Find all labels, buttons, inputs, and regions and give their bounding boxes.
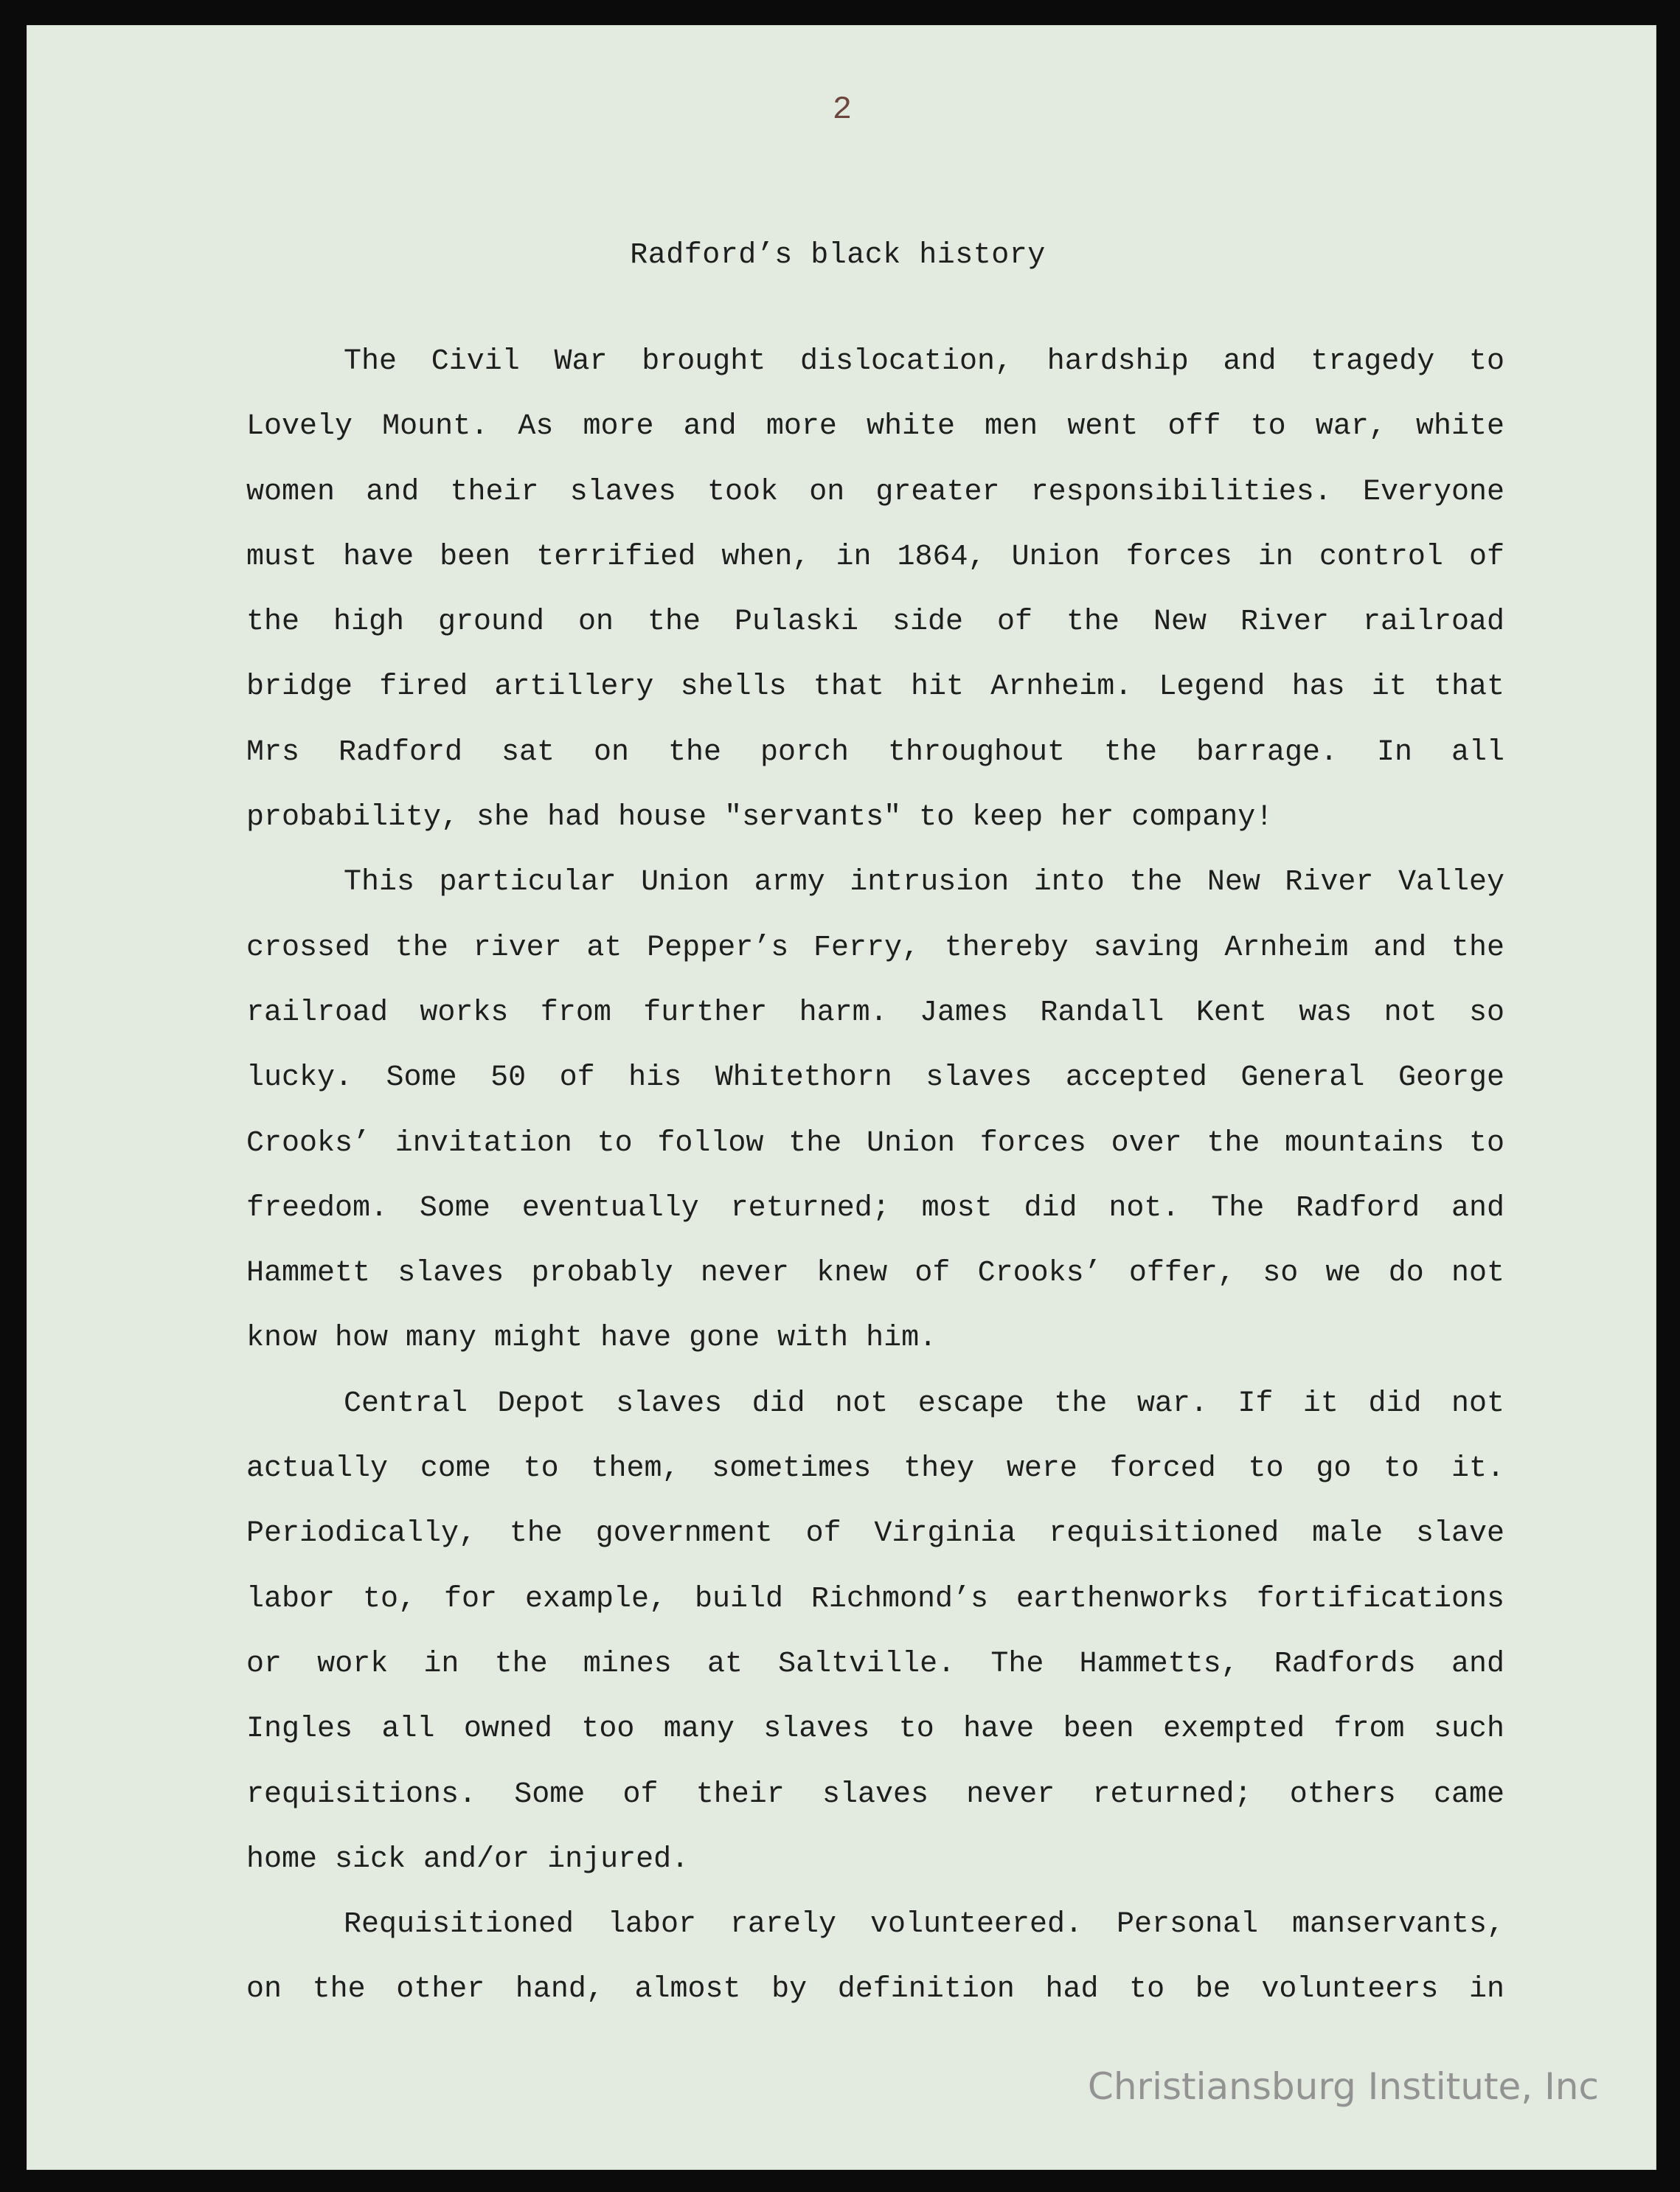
paragraph-line: must have been terrified when, in 1864, Union forces in control of — [246, 540, 1504, 574]
paragraph-line: or work in the mines at Saltville. The Hammetts, Radfords and — [246, 1647, 1504, 1681]
paragraph-line: crossed the river at Pepper’s Ferry, thereby saving Arnheim and the — [246, 931, 1504, 965]
paragraph-line: requisitions. Some of their slaves never returned; others came — [246, 1777, 1504, 1811]
paragraph-line: labor to, for example, build Richmond’s earthenworks fortifications — [246, 1582, 1504, 1616]
page-mark: 2 — [832, 91, 853, 128]
paragraph-line: Hammett slaves probably never knew of Crooks’ offer, so we do not — [246, 1257, 1504, 1291]
paragraph-line: actually come to them, sometimes they were forced to go to it. — [246, 1452, 1504, 1486]
paragraph-line: Central Depot slaves did not escape the war. If it did not — [344, 1387, 1504, 1421]
document-page — [27, 25, 1656, 2170]
paragraph-line: Crooks’ invitation to follow the Union forces over the mountains to — [246, 1126, 1504, 1160]
paragraph-line: Mrs Radford sat on the porch throughout the barrage. In all — [246, 735, 1504, 769]
paragraph-line: Periodically, the government of Virginia requisitioned male slave — [246, 1517, 1504, 1551]
paragraph-line: bridge fired artillery shells that hit Arnheim. Legend has it that — [246, 670, 1504, 704]
paragraph-line: lucky. Some 50 of his Whitethorn slaves accepted General George — [246, 1061, 1504, 1095]
paragraph-line: railroad works from further harm. James Randall Kent was not so — [246, 996, 1504, 1030]
paragraph-line: Ingles all owned too many slaves to have been exempted from such — [246, 1713, 1504, 1747]
document-body — [246, 330, 1504, 2023]
paragraph-line: This particular Union army intrusion into the New River Valley — [344, 866, 1504, 900]
paragraph-line: Lovely Mount. As more and more white men went off to war, white — [246, 410, 1504, 444]
watermark-text: Christiansburg Institute, Inc — [1087, 2065, 1599, 2108]
paragraph-line: freedom. Some eventually returned; most did not. The Radford and — [246, 1191, 1504, 1225]
paragraph-line: The Civil War brought dislocation, hardship and tragedy to — [344, 345, 1504, 378]
paragraph-line: the high ground on the Pulaski side of the New River railroad — [246, 606, 1504, 639]
paragraph-line: women and their slaves took on greater responsibilities. Everyone — [246, 475, 1504, 509]
paragraph-line: probability, she had house "servants" to keep her company! — [246, 801, 1274, 835]
paragraph-line: Requisitioned labor rarely volunteered. Personal manservants, — [344, 1908, 1504, 1942]
paragraph-line: home sick and/or injured. — [246, 1842, 690, 1876]
document-title: Radford’s black history — [630, 239, 1046, 272]
paragraph-line: know how many might have gone with him. — [246, 1322, 937, 1356]
paragraph-line: on the other hand, almost by definition had to be volunteers in — [246, 1973, 1504, 2007]
